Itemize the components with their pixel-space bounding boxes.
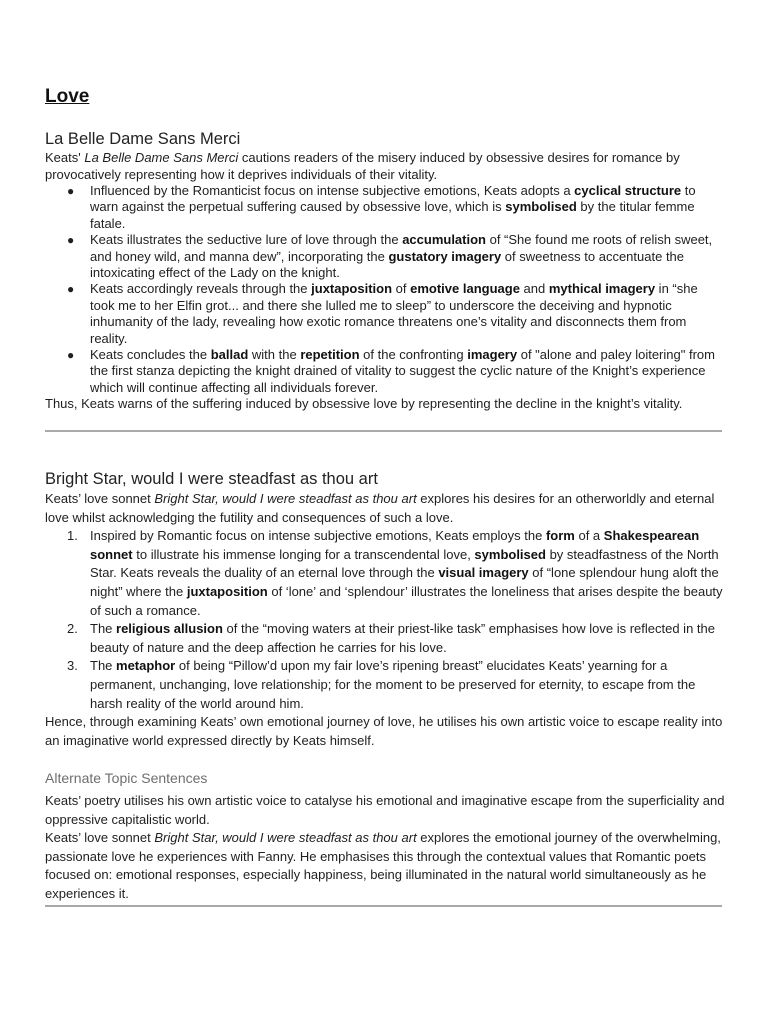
text-run: of sweetness to accentuate the intoxicating effect of the Lady on the knight. <box>90 248 685 281</box>
text-run: of ‘lone’ and ‘splendour’ illustrates the loneliness that arises despite the beauty of such a romance. <box>90 583 723 618</box>
bold-term: metaphor <box>116 658 176 674</box>
list-item-text <box>90 232 712 280</box>
list-item <box>45 657 725 713</box>
subsection-heading: Alternate Topic Sentences <box>45 770 208 786</box>
text-run: of “She found me roots of relish sweet, and honey wild, and manna dew”, incorporating the <box>90 232 713 264</box>
list-number: 1. <box>67 528 78 544</box>
section-alternate-topic-sentences <box>45 768 725 904</box>
text-run: of "alone and paley loitering" from the first stanza depicting the knight drained of vitality to suggest the cyclic nature of the Knight’s experience which will continue affecting all individuals forever. <box>90 347 715 395</box>
bold-term: symbolised <box>474 546 546 562</box>
text-run: Keats' <box>45 150 85 165</box>
text-run: by the titular femme fatale. <box>90 199 695 231</box>
text-run: of the confronting <box>359 347 468 363</box>
bold-term: Shakespearean sonnet <box>90 528 700 562</box>
bold-term: religious allusion <box>116 621 223 637</box>
text-run: cautions readers of the misery induced by obsessive desires for romance by provocatively representing how it deprives individuals of their vitality. <box>45 150 680 182</box>
bold-term: ballad <box>210 347 249 363</box>
section-intro <box>45 150 725 183</box>
text-run: and <box>519 281 549 297</box>
bold-term: emotive language <box>410 281 520 297</box>
text-run: of a <box>574 528 604 544</box>
list-item <box>45 232 725 281</box>
text-run: by steadfastness of the North Star. Keats reveals the duality of an eternal love through the <box>90 546 719 581</box>
list-item <box>45 281 725 347</box>
bold-term: imagery <box>467 347 518 363</box>
text-run: of <box>392 281 411 297</box>
text-run: Keats accordingly reveals through the <box>90 281 312 297</box>
text-run: explores his desires for an otherworldly and eternal love whilst acknowledging the futility and consequences of such a love. <box>45 491 715 525</box>
list-item-text <box>90 347 715 395</box>
page-title: Love <box>45 86 90 107</box>
section-conclusion: Hence, through examining Keats’ own emotional journey of love, he utilises his own artistic voice to escape reality into an imaginative world expressed directly by Keats himself. <box>45 714 723 748</box>
bold-term: visual imagery <box>438 565 529 581</box>
text-run: Keats illustrates the seductive lure of love through the <box>90 232 403 248</box>
bullet-icon: ● <box>67 282 75 297</box>
bold-term: cyclical structure <box>574 183 682 198</box>
italic-title: Bright Star, would I were steadfast as thou art <box>154 491 417 506</box>
numbered-list <box>45 527 725 713</box>
bullet-icon: ● <box>67 184 75 198</box>
text-run: The <box>90 658 117 674</box>
text-run: of the “moving waters at their priest-like task” emphasises how love is reflected in the beauty of nature and the deep affection he carries for his love. <box>90 621 715 655</box>
text-run: of “lone splendour hung aloft the night” where the <box>90 565 719 599</box>
bold-term: accumulation <box>402 232 486 248</box>
text-run: in “she took me to her Elfin grot... and there she lulled me to sleep” to underscore the deceiving and hypnotic inhumanity of the lady, revealing how exotic romance threatens one’s vitality and disconnects them from reality. <box>90 281 698 346</box>
list-item <box>45 347 725 396</box>
bullet-icon: ● <box>67 348 75 363</box>
list-number: 3. <box>67 658 78 674</box>
italic-title: La Belle Dame Sans Merci <box>84 150 239 165</box>
section-heading: Bright Star, would I were steadfast as thou art <box>45 470 378 488</box>
text-run: explores the emotional journey of the overwhelming, passionate love he experiences with Fanny. He emphasises this through the contextual values that Romantic poets focused on: emotional responses, especially happiness, being illuminated in the natural world simultaneously as he experiences it. <box>45 830 721 901</box>
list-item <box>45 620 725 657</box>
bold-term: repetition <box>300 347 360 363</box>
list-item-text <box>90 528 723 617</box>
italic-title: Bright Star, would I were steadfast as thou art <box>154 830 417 846</box>
text-run: Keats concludes the <box>90 347 211 363</box>
text-run: Inspired by Romantic focus on intense subjective emotions, Keats employs the <box>90 528 546 544</box>
list-item-text <box>90 658 695 710</box>
list-number: 2. <box>67 621 78 637</box>
section-divider <box>45 430 722 432</box>
text-run: with the <box>248 347 301 363</box>
bold-term: mythical imagery <box>548 281 656 297</box>
text-run: to warn against the perpetual suffering caused by obsessive love, which is <box>90 183 696 215</box>
bullet-icon: ● <box>67 233 75 248</box>
list-item-text <box>90 183 696 231</box>
section-divider <box>45 905 722 907</box>
bold-term: gustatory imagery <box>388 248 502 264</box>
bold-term: juxtaposition <box>311 281 393 297</box>
section-heading: La Belle Dame Sans Merci <box>45 130 241 148</box>
alternate-sentence: Keats’ poetry utilises his own artistic voice to catalyse his emotional and imaginative escape from the superficiality and oppressive capitalistic world. <box>45 793 725 827</box>
list-item <box>45 527 725 620</box>
text-run: Keats’ love sonnet <box>45 491 155 506</box>
text-run: Keats’ love sonnet <box>45 830 155 846</box>
list-item-text <box>90 621 715 655</box>
text-run: Influenced by the Romanticist focus on intense subjective emotions, Keats adopts a <box>90 183 575 198</box>
text-run: to illustrate his immense longing for a transcendental love, <box>132 546 475 562</box>
alternate-sentence <box>45 829 725 903</box>
bullet-list <box>45 183 725 396</box>
section-bright-star <box>45 468 725 750</box>
section-conclusion: Thus, Keats warns of the suffering induced by obsessive love by representing the decline in the knight’s vitality. <box>45 396 683 412</box>
bold-term: symbolised <box>505 199 577 215</box>
bold-term: form <box>545 528 575 544</box>
text-run: The <box>90 621 117 637</box>
section-intro <box>45 490 725 527</box>
list-item-text <box>90 281 698 345</box>
section-la-belle-dame <box>45 128 725 413</box>
list-item <box>45 183 725 232</box>
bold-term: juxtaposition <box>186 583 268 599</box>
text-run: of being “Pillow’d upon my fair love’s ripening breast” elucidates Keats’ yearning for a permanent, unchanging, love relationship; for the moment to be preserved for eternity, to escape from the harsh reality of the world around him. <box>90 658 696 711</box>
